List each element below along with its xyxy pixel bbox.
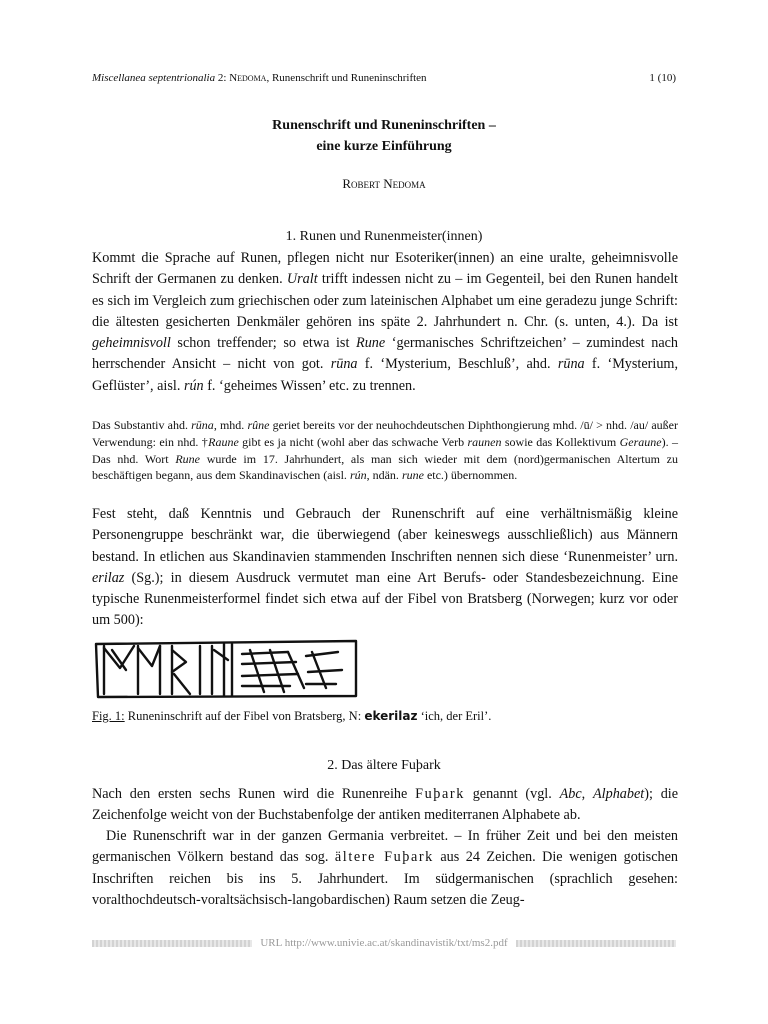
p2-text: (Sg.); in diesem Ausdruck vermutet man eine Art Berufs- oder Standesbezeichnung. Eine typische Runenmeisterformel findet sich etwa auf der Fibel von Bratsberg (Norwegen; kurz vor oder um 500): xyxy=(92,569,678,629)
note-text: , mhd. xyxy=(213,418,248,432)
p4-text: aus 24 Zeichen. Die wenigen gotischen Inschriften reichen bis ins 5. Jahrhundert. Im südgermanischen (sprachlich gesehen: voralthochdeutsch-voraltsächsisch-langobardischen) Raum setzen die Zeug- xyxy=(92,849,678,908)
running-header xyxy=(92,72,676,84)
section-2-heading: 2. Das ältere Fuþark xyxy=(327,758,441,773)
note-italic: rune xyxy=(401,468,424,483)
header-short-title: , Runenschrift und Runeninschriften xyxy=(266,72,427,84)
p1-italic: Rune xyxy=(356,335,386,352)
rune-inscription-figure xyxy=(92,636,360,700)
note-text: , ndän. xyxy=(366,468,402,483)
paragraph-4 xyxy=(92,826,678,911)
note-text: sowie das Kollektivum xyxy=(501,434,620,449)
note-text: wurde im 17. Jahrhundert, als man sich wieder mit dem (nord)germanischen Altertum zu beschäftigen begann, aus dem Skandinavischen (aisl. xyxy=(92,451,678,483)
note-text: Das Substantiv ahd. xyxy=(92,418,192,432)
p1-text: Kommt die Sprache auf Runen, pflegen nicht nur Esoteriker(innen) an eine uralte, geheimnisvolle Schrift der Germanen zu denken. xyxy=(92,250,678,288)
p1-italic: geheimnisvoll xyxy=(92,335,171,352)
page-footer xyxy=(92,936,676,950)
journal-title: Miscellanea septentrionalia xyxy=(92,72,216,84)
p1-text: f. ‘Mysterium, Beschluß’, ahd. xyxy=(357,356,558,373)
p1-text: f. ‘geheimes Wissen’ etc. zu trennen. xyxy=(203,377,416,394)
p2-italic: erilaz xyxy=(92,569,125,586)
p1-text: schon treffender; so etwa ist xyxy=(170,335,357,352)
footer-rule-left xyxy=(92,940,252,947)
note-italic: raunen xyxy=(467,434,502,449)
p3-text: , xyxy=(581,786,593,802)
p4-text: Die Runenschrift war in der ganzen Germania verbreitet. – In früher Zeit und bei den meisten germanischen Völkern bestand das sog. xyxy=(92,828,678,866)
note-italic: rún xyxy=(349,468,367,483)
note-text: gibt es ja nicht (wohl aber das schwache Verb xyxy=(238,434,468,449)
p1-text: ‘germanisches Schriftzeichen’ – zumindest nach herrschender Ansicht – nicht von got. xyxy=(92,335,679,373)
p1-italic: rún xyxy=(183,377,204,394)
issue-number: 2: xyxy=(217,72,227,84)
p3-italic: Alphabet xyxy=(593,786,645,802)
p1-italic: Uralt xyxy=(286,271,318,288)
p3-spaced: Fuþark xyxy=(415,786,465,802)
note-italic: rûne xyxy=(247,418,270,432)
figure-label: Fig. 1: xyxy=(92,709,125,723)
paragraph-1 xyxy=(92,248,678,397)
footer-rule-right xyxy=(516,940,676,947)
figure-caption-text: Runeninschrift auf der Fibel von Bratsberg, N: xyxy=(124,709,365,723)
note-italic: Raune xyxy=(208,434,239,449)
note-text: geriet bereits vor der neuhochdeutschen Diphthongierung mhd. /ū/ > nhd. /au/ außer Verwendung: ein nhd. † xyxy=(92,418,678,449)
paragraph-3 xyxy=(92,784,678,827)
header-author: Nedoma xyxy=(229,72,267,84)
p4-spaced: ältere Fuþark xyxy=(334,849,434,866)
p3-text: Nach den ersten sechs Runen wird die Runenreihe xyxy=(92,786,416,802)
note-italic: rūna xyxy=(191,418,214,432)
section-1-heading: 1. Runen und Runenmeister(innen) xyxy=(285,229,483,244)
figure-gloss: ‘ich, der Eril’. xyxy=(417,709,492,723)
p1-text: f. ‘Mysterium, Geflüster’, aisl. xyxy=(92,356,679,394)
note-text: ). – Das nhd. Wort xyxy=(92,434,678,466)
p2-text: Fest steht, daß Kenntnis und Gebrauch der Runenschrift auf eine verhältnismäßig kleine Personengruppe beschränkt war, die überwiegend (aber keineswegs ausschließlich) aus Männern bestand. In etlichen aus Skandinavien stammenden Inschriften nennen sich diese ‘Runenmeister’ urn. xyxy=(92,506,678,565)
title-line-1: Runenschrift und Runeninschriften – xyxy=(272,118,496,133)
p1-text: trifft indessen nicht zu – im Gegenteil, bei den Runen handelt es sich im Vergleich zum griechischen oder zum lateinischen Alphabet um eine geradezu junge Schrift: die ältesten gesicherten Denkmäler gehören ins späte 2. Jahrhundert n. Chr. (s. unten, 4.). Da ist xyxy=(92,271,678,330)
footer-url: URL http://www.univie.ac.at/skandinavistik/txt/ms2.pdf xyxy=(260,937,508,949)
p3-italic: Abc xyxy=(559,786,582,802)
footnote-block xyxy=(92,417,678,484)
p1-italic: rūna xyxy=(557,356,585,373)
page-number: 1 (10) xyxy=(649,72,676,84)
header-left xyxy=(92,72,427,84)
note-italic: Geraune xyxy=(619,434,662,449)
note-italic: Rune xyxy=(175,451,200,466)
paragraph-2 xyxy=(92,504,678,632)
p3-text: genannt (vgl. xyxy=(464,786,560,802)
figure-rune-transliteration: ekerilaz xyxy=(364,709,418,723)
author-name: Robert Nedoma xyxy=(342,176,426,191)
p1-italic: rūna xyxy=(330,356,358,373)
p3-text: ); die Zeichenfolge weicht von der Buchstabenfolge der antiken mediterranen Alphabete ab. xyxy=(92,786,679,824)
figure-caption xyxy=(92,709,491,724)
title-line-2: eine kurze Einführung xyxy=(316,139,452,154)
note-text: etc.) übernommen. xyxy=(423,468,518,483)
